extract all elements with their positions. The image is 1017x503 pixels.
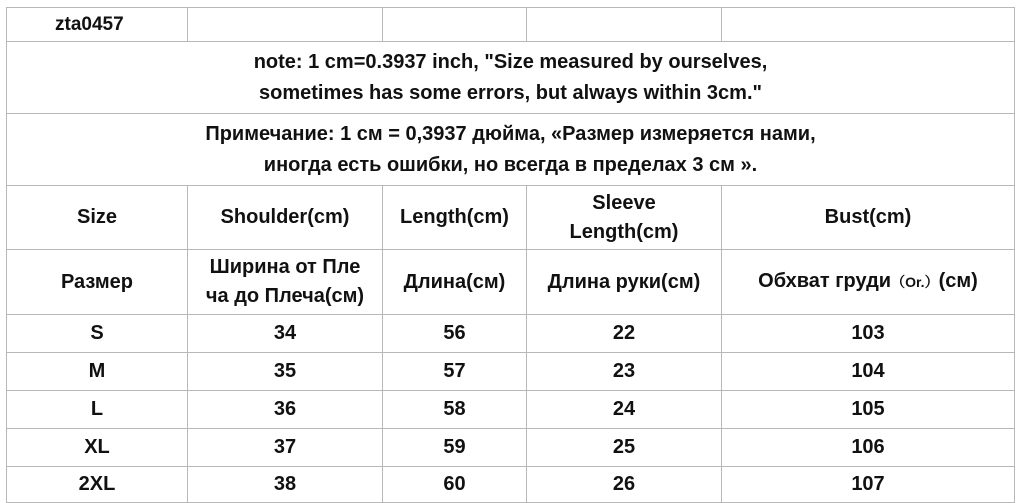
header-ru-bust-unit: (см) (938, 270, 978, 292)
table-row (7, 467, 1015, 503)
length-cell: 60 (383, 467, 527, 503)
length-cell: 58 (383, 391, 527, 429)
size-cell: 2XL (7, 467, 188, 503)
header-ru-bust (722, 250, 1015, 315)
shoulder-cell: 35 (188, 353, 383, 391)
sleeve-cell: 26 (527, 467, 722, 503)
header-shoulder: Shoulder(cm) (188, 186, 383, 250)
bust-cell: 103 (722, 315, 1015, 353)
header-sleeve-line2: Length(cm) (569, 220, 679, 243)
sleeve-cell: 25 (527, 429, 722, 467)
bust-cell: 105 (722, 391, 1015, 429)
header-ru-shoulder (188, 250, 383, 315)
header-ru-size: Размер (7, 250, 188, 315)
header-ru-row (7, 250, 1015, 315)
header-ru-shoulder-line1: Ширина от Пле (209, 256, 361, 278)
note-en-line2: sometimes has some errors, but always within 3cm." (259, 81, 762, 104)
bust-cell: 106 (722, 429, 1015, 467)
bust-cell: 104 (722, 353, 1015, 391)
length-cell: 56 (383, 315, 527, 353)
note-ru-row (7, 114, 1015, 186)
product-code: zta0457 (7, 8, 188, 42)
note-en (7, 42, 1015, 114)
empty-cell (722, 8, 1015, 42)
header-en-row (7, 186, 1015, 250)
header-sleeve (527, 186, 722, 250)
note-ru-line1: Примечание: 1 см = 0,3937 дюйма, «Размер измеряется нами, (205, 122, 816, 145)
empty-cell (383, 8, 527, 42)
table-row (7, 391, 1015, 429)
shoulder-cell: 36 (188, 391, 383, 429)
empty-cell (188, 8, 383, 42)
note-en-line1: note: 1 cm=0.3937 inch, "Size measured by ourselves, (253, 50, 768, 73)
header-bust: Bust(cm) (722, 186, 1015, 250)
product-code-row (7, 8, 1015, 42)
header-ru-bust-abbr: （Or.） (891, 274, 939, 290)
size-chart-table (6, 7, 1015, 503)
table-row (7, 353, 1015, 391)
header-length: Length(cm) (383, 186, 527, 250)
sleeve-cell: 22 (527, 315, 722, 353)
header-ru-sleeve: Длина руки(см) (527, 250, 722, 315)
note-ru (7, 114, 1015, 186)
shoulder-cell: 38 (188, 467, 383, 503)
size-cell: XL (7, 429, 188, 467)
table-row (7, 315, 1015, 353)
length-cell: 59 (383, 429, 527, 467)
note-en-row (7, 42, 1015, 114)
empty-cell (527, 8, 722, 42)
header-size: Size (7, 186, 188, 250)
header-ru-length: Длина(см) (383, 250, 527, 315)
sleeve-cell: 24 (527, 391, 722, 429)
sleeve-cell: 23 (527, 353, 722, 391)
shoulder-cell: 34 (188, 315, 383, 353)
size-cell: M (7, 353, 188, 391)
header-ru-bust-main: Обхват груди (758, 270, 892, 292)
size-cell: S (7, 315, 188, 353)
header-ru-shoulder-line2: ча до Плеча(см) (205, 285, 365, 307)
bust-cell: 107 (722, 467, 1015, 503)
table-row (7, 429, 1015, 467)
header-sleeve-line1: Sleeve (592, 191, 656, 214)
note-ru-line2: иногда есть ошибки, но всегда в пределах 3 см ». (263, 153, 758, 176)
length-cell: 57 (383, 353, 527, 391)
size-cell: L (7, 391, 188, 429)
shoulder-cell: 37 (188, 429, 383, 467)
